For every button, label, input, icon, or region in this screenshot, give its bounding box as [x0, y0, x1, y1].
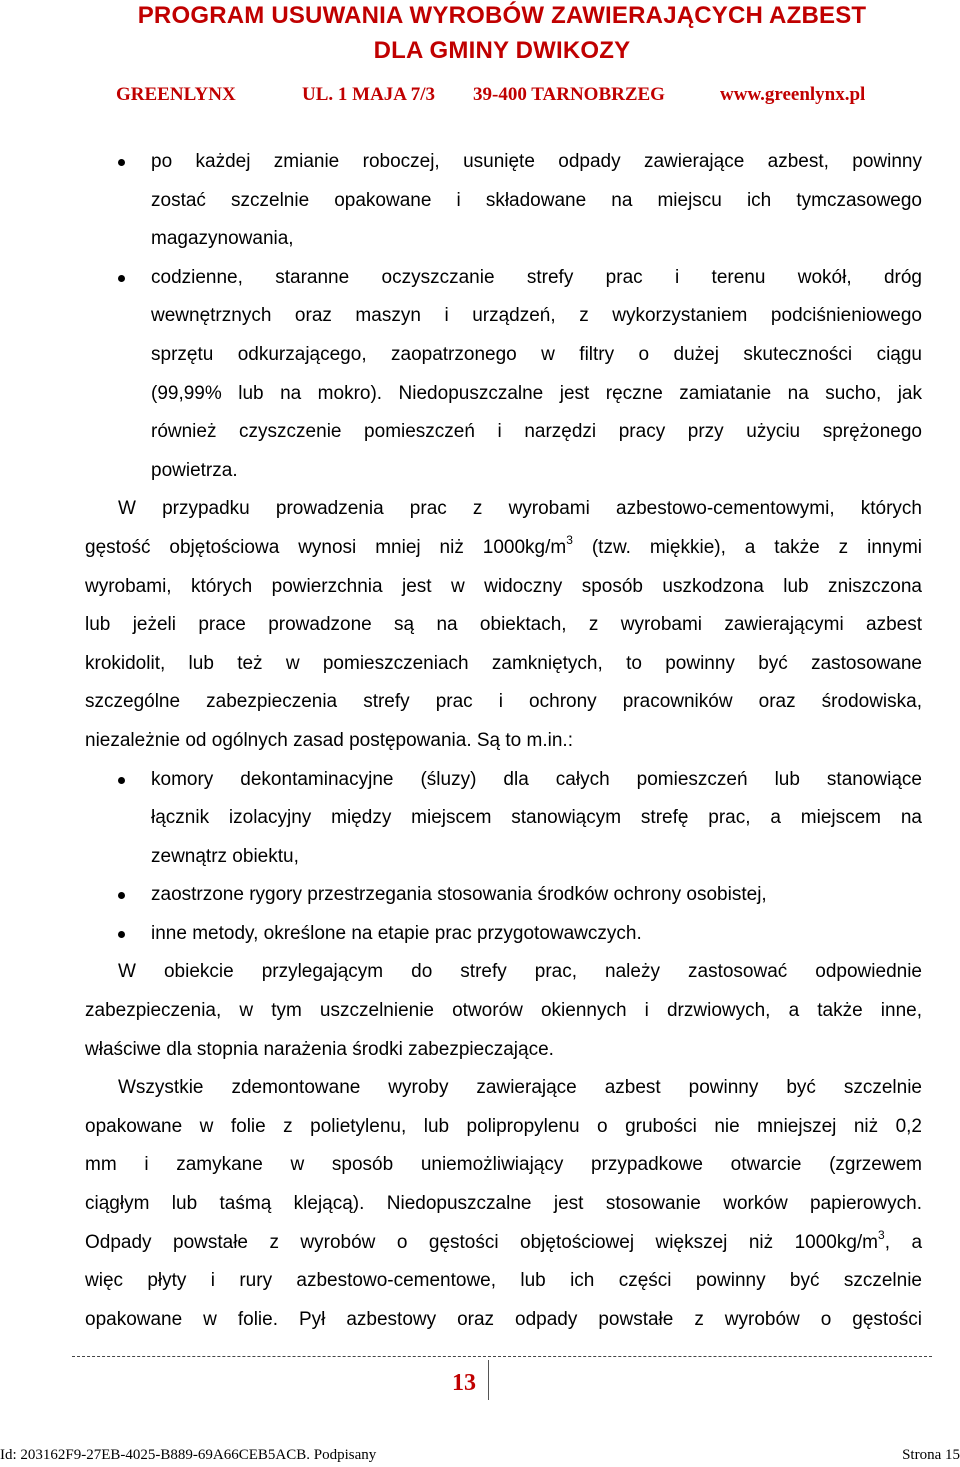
- paragraph: Wszystkie zdemontowane wyroby zawierające azbest powinny być szczelnie opakowane w folie z polietylenu, lub polipropylenu o grubości nie mniejszej niż 0,2 mm i zamykane w sposób uniemożliwiający przypadkowe otwarcie (zgrzewem ciągłym lub taśmą klejącą). Niedopuszczalne jest stosowanie worków papierowych. Odpady powstałe z wyrobów o gęstości objętościowej większej niż $1000kg/m^3$, a więc płyty i rury azbestowo-cementowe, lub ich części powinny być szczelnie opakowane w folie. Pył azbestowy oraz odpady powstałe z wyrobów o gęstości: [85, 1077, 923, 1330]
- footer-divider: [72, 1356, 932, 1357]
- company-street: UL. 1 MAJA 7/3: [302, 84, 435, 105]
- program-subtitle: DLA GMINY DWIKOZY: [373, 37, 631, 64]
- company-name: GREENLYNX: [116, 84, 236, 105]
- paragraph: W obiekcie przylegającym do strefy prac, należy zastosować odpowiednie zabezpieczenia, w tym uszczelnienie otworów okiennych i drzwiowych, a także inne, właściwe dla stopnia narażenia środki zabezpieczające.: [85, 961, 922, 1060]
- bullet-item: codzienne, staranne oczyszczanie strefy prac i terenu wokół, dróg wewnętrznych oraz maszyn i urządzeń, z wykorzystaniem podciśnieniowego sprzętu odkurzającego, zaopatrzonego w filtry o dużej skuteczności ciągu (99,99% lub na mokro). Niedopuszczalne jest ręczne zamiatanie na sucho, jak również czyszczenie pomieszczeń i narzędzi pracy przy użyciu sprężonego powietrza.: [85, 259, 922, 491]
- bullet-icon: [118, 275, 125, 282]
- bullet-icon: [118, 159, 125, 166]
- program-title: PROGRAM USUWANIA WYROBÓW ZAWIERAJĄCYCH AZBEST: [137, 2, 867, 29]
- bullet-icon: [118, 892, 125, 899]
- bullet-item: po każdej zmianie roboczej, usunięte odpady zawierające azbest, powinny zostać szczelnie opakowane i składowane na miejscu ich tymczasowego magazynowania,: [85, 143, 922, 259]
- page-number-divider: [488, 1360, 489, 1400]
- bullet-icon: [118, 931, 125, 938]
- company-website[interactable]: www.greenlynx.pl: [720, 84, 866, 105]
- document-id: Id: 203162F9-27EB-4025-B889-69A66CEB5ACB. Podpisany: [0, 1447, 377, 1463]
- company-city: 39-400 TARNOBRZEG: [473, 84, 665, 105]
- paragraph: W przypadku prowadzenia prac z wyrobami azbestowo-cementowymi, których gęstość objętościowa wynosi mniej niż $1000kg/m^3$ (tzw. miękkie), a także z innymi wyrobami, których powierzchnia jest w widoczny sposób uszkodzona lub zniszczona lub jeżeli prace prowadzone są na obiektach, z wyrobami zawierającymi azbest krokidolit, lub też w pomieszczeniach zamkniętych, to powinny być zastosowane szczególne zabezpieczenia strefy prac i ochrony pracowników oraz środowiska, niezależnie od ogólnych zasad postępowania. Są to m.in.:: [85, 498, 922, 751]
- document-body: [85, 143, 922, 1339]
- page-label: Strona 15: [902, 1447, 960, 1463]
- page-number-box: [436, 1360, 490, 1400]
- bullet-icon: [118, 777, 125, 784]
- page-number: 13: [452, 1370, 476, 1396]
- bullet-item: komory dekontaminacyjne (śluzy) dla całych pomieszczeń lub stanowiące łącznik izolacyjny między miejscem stanowiącym strefę prac, a miejscem na zewnątrz obiektu,: [85, 761, 922, 877]
- bullet-item: inne metody, określone na etapie prac przygotowawczych.: [85, 915, 922, 954]
- bullet-item: zaostrzone rygory przestrzegania stosowania środków ochrony osobistej,: [85, 876, 922, 915]
